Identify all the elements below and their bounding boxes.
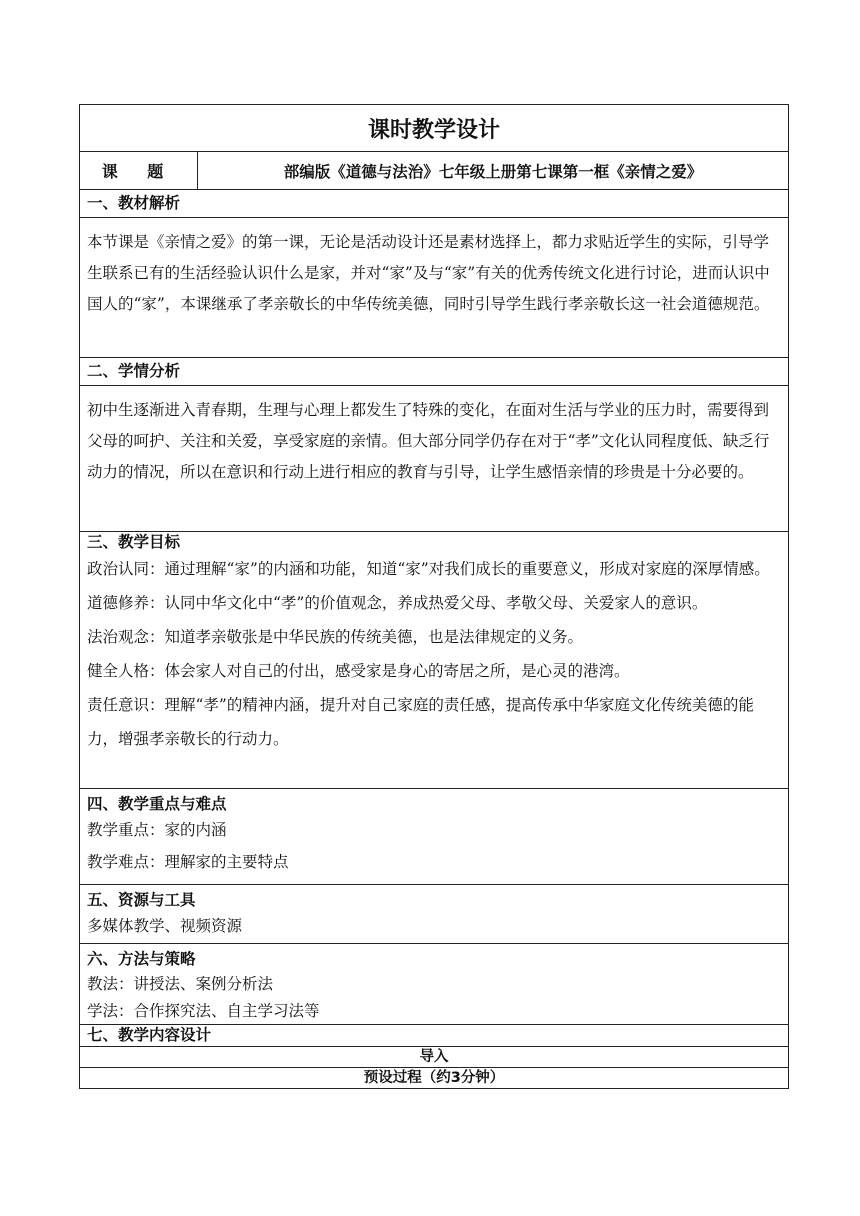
key-point: 教学重点：家的内涵 xyxy=(87,821,227,839)
section-1-heading-row xyxy=(80,190,789,218)
difficult-point: 教学难点：理解家的主要特点 xyxy=(87,853,289,871)
section-5-row xyxy=(80,885,789,944)
section-heading: 四、教学重点与难点 xyxy=(87,795,227,813)
section-heading: 五、资源与工具 xyxy=(87,891,196,909)
section-heading: 六、方法与策略 xyxy=(87,950,196,968)
section-6-row xyxy=(80,944,789,1025)
section-1-body-row xyxy=(80,218,789,358)
document-title: 课时教学设计 xyxy=(80,105,789,152)
subject-value: 部编版《道德与法治》七年级上册第七课第一框《亲情之爱》 xyxy=(198,152,789,190)
section-2-body-row xyxy=(80,386,789,532)
lesson-design-sheet xyxy=(79,104,789,1089)
section-body: 初中生逐渐进入青春期，生理与心理上都发生了特殊的变化，在面对生活与学业的压力时，需要得到父母的呵护、关注和关爱，享受家庭的亲情。但大部分同学仍存在对于“孝”文化认同程度低、缺乏行动力的情况，所以在意识和行动上进行相应的教育与引导，让学生感悟亲情的珍贵是十分必要的。 xyxy=(87,401,770,481)
objective-item: 政治认同：通过理解“家”的内涵和功能，知道“家”对我们成长的重要意义，形成对家庭的深厚情感。 xyxy=(87,560,770,578)
section-heading: 一、教材解析 xyxy=(80,190,789,218)
objective-item: 责任意识：理解“孝”的精神内涵，提升对自己家庭的责任感，提高传承中华家庭文化传统美德的能力，增强孝亲敬长的行动力。 xyxy=(87,696,754,748)
section-2-heading-row xyxy=(80,358,789,386)
section-heading: 三、教学目标 xyxy=(87,533,181,551)
section-7-heading-row xyxy=(80,1025,789,1047)
objective-item: 健全人格：体会家人对自己的付出，感受家是身心的寄居之所，是心灵的港湾。 xyxy=(87,662,630,680)
teaching-method: 教法：讲授法、案例分析法 xyxy=(87,975,274,993)
subject-row xyxy=(80,152,789,190)
resource-item: 多媒体教学、视频资源 xyxy=(87,917,243,935)
intro-row xyxy=(80,1047,789,1068)
section-body: 本节课是《亲情之爱》的第一课，无论是活动设计还是素材选择上，都力求贴近学生的实际，引导学生联系已有的生活经验认识什么是家，并对“家”及与“家”有关的优秀传统文化进行讨论，进而认识中国人的“家”，本课继承了孝亲敬长的中华传统美德，同时引导学生践行孝亲敬长这一社会道德规范。 xyxy=(87,233,770,313)
lesson-design-table xyxy=(79,104,789,1089)
subject-label: 课 题 xyxy=(80,152,198,190)
objective-item: 道德修养：认同中华文化中“孝”的价值观念，养成热爱父母、孝敬父母、关爱家人的意识。 xyxy=(87,594,708,612)
section-4-row xyxy=(80,789,789,885)
learning-method: 学法：合作探究法、自主学习法等 xyxy=(87,1002,320,1020)
process-row xyxy=(80,1068,789,1089)
section-3-row xyxy=(80,532,789,789)
objectives-list xyxy=(87,552,781,756)
title-row xyxy=(80,105,789,152)
intro-label: 导入 xyxy=(80,1047,789,1068)
objective-item: 法治观念：知道孝亲敬张是中华民族的传统美德，也是法律规定的义务。 xyxy=(87,628,584,646)
section-heading: 二、学情分析 xyxy=(80,358,789,386)
section-heading: 七、教学内容设计 xyxy=(80,1025,789,1047)
process-label: 预设过程（约3分钟） xyxy=(80,1068,789,1089)
